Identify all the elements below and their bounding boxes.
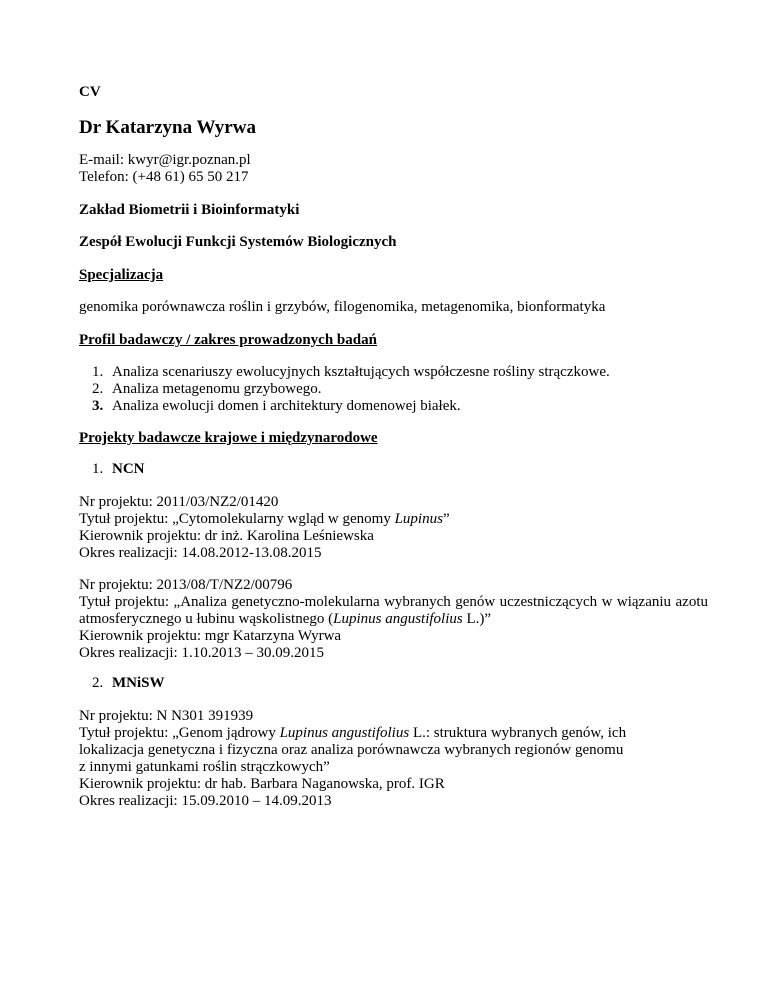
project-period: Okres realizacji: 15.09.2010 – 14.09.2013 (79, 793, 332, 809)
project-manager: Kierownik projektu: dr hab. Barbara Naganowska, prof. IGR (79, 776, 445, 792)
contact-block (79, 152, 708, 186)
list-item-text: Analiza scenariuszy ewolucyjnych kształtujących współczesne rośliny strączkowe. (112, 364, 610, 380)
specialization-text: genomika porównawcza roślin i grzybów, filogenomika, metagenomika, bionformatyka (79, 299, 606, 315)
species-name: Lupinus angustifolius (279, 725, 410, 741)
project-period: Okres realizacji: 14.08.2012-13.08.2015 (79, 545, 322, 561)
group-name: NCN (112, 461, 145, 477)
list-item-number: 1. (92, 364, 104, 380)
species-name: Lupinus (394, 511, 443, 527)
project-number: Nr projektu: 2013/08/T/NZ2/00796 (79, 577, 293, 593)
project-title (79, 725, 708, 742)
project-title-end: L.)” (462, 611, 492, 627)
project-title-line: lokalizacja genetyczna i fizyczna oraz analiza porównawcza wybranych regionów genomu (79, 742, 624, 758)
list-item-number: 2. (92, 675, 104, 691)
project-number: Nr projektu: N N301 391939 (79, 708, 254, 724)
list-item-number: 3. (92, 398, 104, 414)
list-item (79, 675, 708, 692)
project-title (79, 594, 708, 628)
list-item (79, 364, 708, 381)
species-name: Lupinus angustifolius (333, 611, 463, 627)
group-name: MNiSW (112, 675, 165, 691)
person-name: Dr Katarzyna Wyrwa (79, 117, 256, 138)
project-title-end: ” (442, 511, 450, 527)
list-item-number: 1. (92, 461, 104, 477)
project-title-line: z innymi gatunkami roślin strączkowych” (79, 759, 330, 775)
project-group-ncn (79, 461, 708, 478)
project-group-mnisw (79, 675, 708, 692)
email-line: E-mail: kwyr@igr.poznan.pl (79, 152, 251, 168)
project-title-text: Tytuł projektu: „Analiza genetyczno-molekularna wybranych genów uczestniczących w wiązaniu azotu atmosferycznego u łubinu wąskolistnego ( (79, 594, 708, 627)
list-item-text: Analiza ewolucji domen i architektury domenowej białek. (112, 398, 461, 414)
department-name: Zakład Biometrii i Bioinformatyki (79, 202, 300, 218)
list-item-number: 2. (92, 381, 104, 397)
project-entry (79, 708, 708, 810)
project-manager: Kierownik projektu: mgr Katarzyna Wyrwa (79, 628, 342, 644)
project-manager: Kierownik projektu: dr inż. Karolina Leśniewska (79, 528, 374, 544)
list-item-text: Analiza metagenomu grzybowego. (112, 381, 322, 397)
list-item (79, 381, 708, 398)
phone-line: Telefon: (+48 61) 65 50 217 (79, 169, 249, 185)
list-item (79, 461, 708, 478)
list-item (79, 398, 708, 415)
project-title (79, 511, 708, 528)
project-period: Okres realizacji: 1.10.2013 – 30.09.2015 (79, 645, 324, 661)
project-title-text: Tytuł projektu: „Genom jądrowy (79, 725, 280, 741)
specialization-heading: Specjalizacja (79, 267, 164, 283)
project-title-text: Tytuł projektu: „Cytomolekularny wgląd w genomy (79, 511, 395, 527)
team-name: Zespół Ewolucji Funkcji Systemów Biologicznych (79, 234, 397, 250)
project-entry (79, 494, 708, 562)
project-number: Nr projektu: 2011/03/NZ2/01420 (79, 494, 279, 510)
research-profile-list (79, 364, 708, 415)
projects-heading: Projekty badawcze krajowe i międzynarodowe (79, 430, 378, 446)
project-entry (79, 577, 708, 662)
research-profile-heading: Profil badawczy / zakres prowadzonych badań (79, 332, 377, 348)
project-title-end: L.: struktura wybranych genów, ich (409, 725, 627, 741)
cv-label: CV (79, 84, 101, 100)
